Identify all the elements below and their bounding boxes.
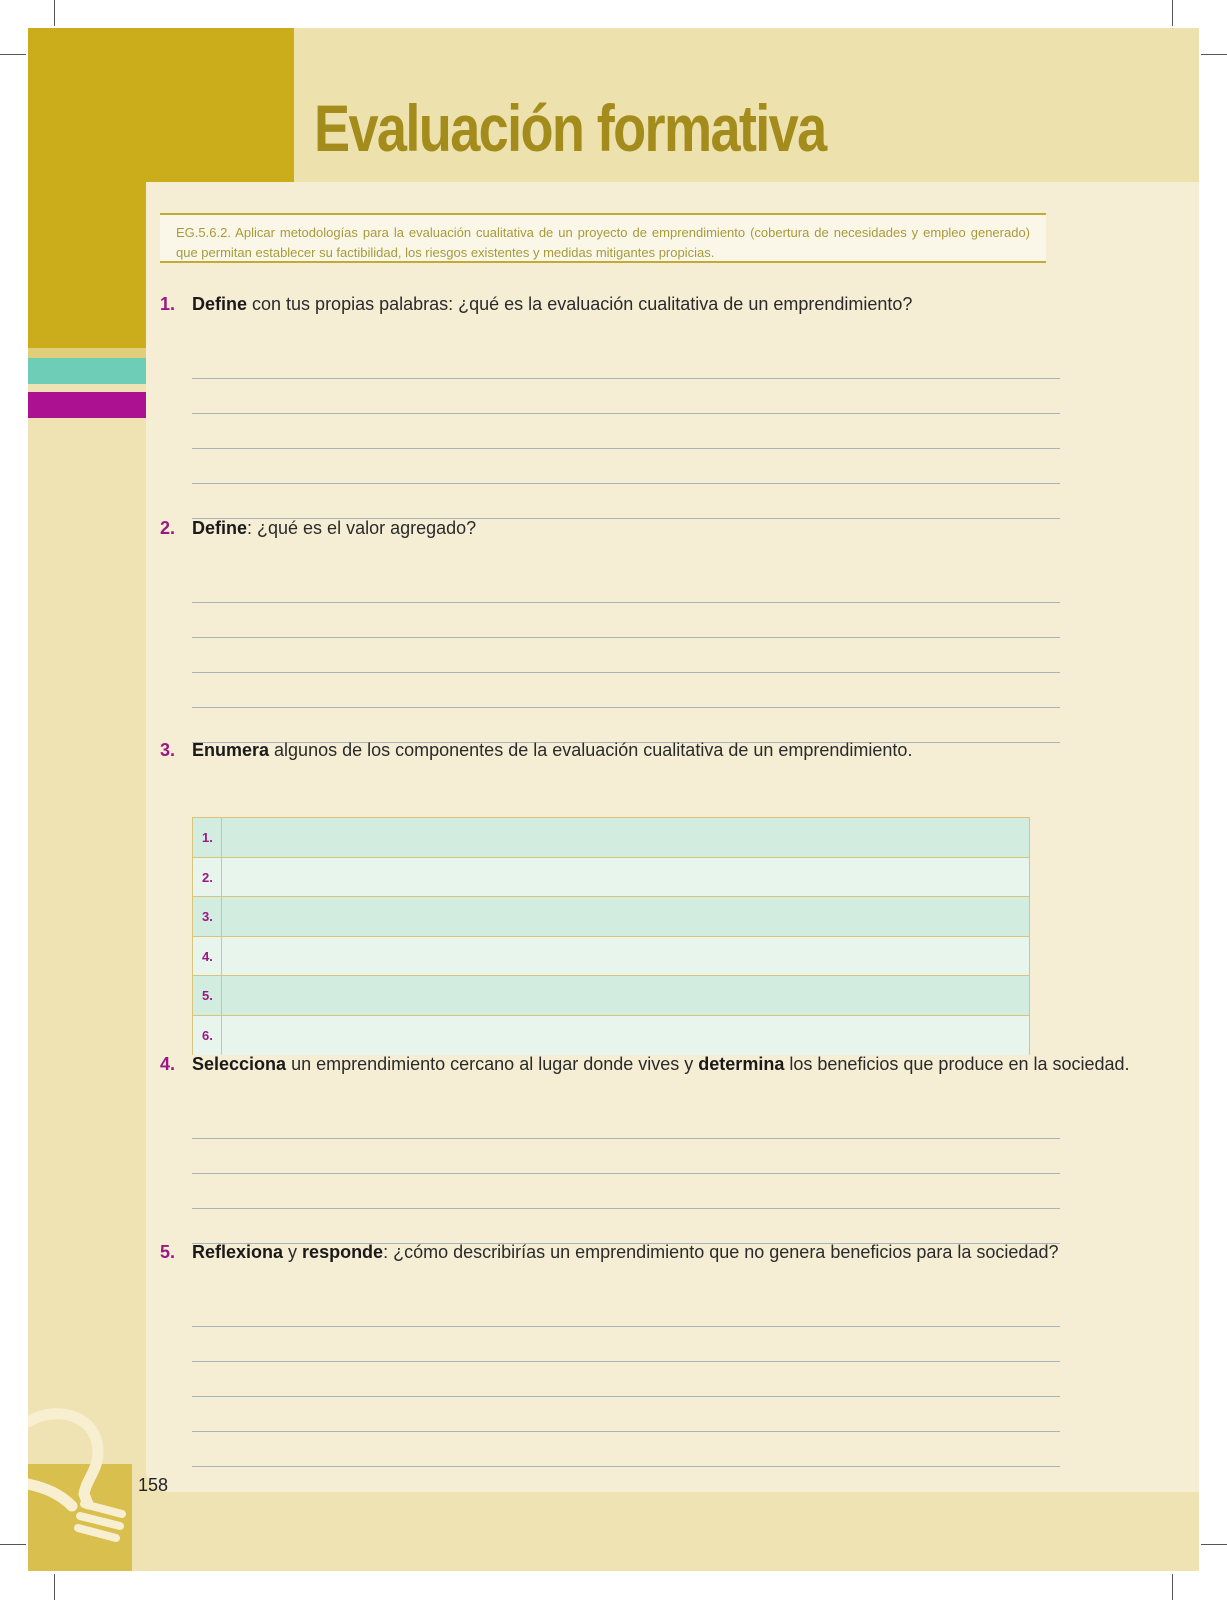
row-number: 5. (193, 976, 222, 1015)
answer-line[interactable] (192, 1326, 1060, 1327)
table-row (193, 858, 1029, 898)
crop-mark (1172, 0, 1173, 26)
question-3 (160, 740, 1180, 761)
question-number: 1. (160, 294, 176, 314)
answer-line[interactable] (192, 483, 1060, 484)
components-table (192, 817, 1030, 1055)
page-title: Evaluación formativa (314, 91, 826, 165)
crop-mark (54, 1574, 55, 1600)
content-panel (146, 182, 1199, 1492)
answer-line[interactable] (192, 413, 1060, 414)
answer-cell[interactable] (222, 897, 1029, 936)
question-text: : ¿cómo describirías un emprendimiento que no genera beneficios para la sociedad? (383, 1242, 1059, 1262)
question-number: 3. (160, 740, 176, 760)
answer-line[interactable] (192, 1138, 1060, 1139)
answer-cell[interactable] (222, 1016, 1029, 1056)
table-row (193, 1016, 1029, 1056)
answer-line[interactable] (192, 1396, 1060, 1397)
row-number: 2. (193, 858, 222, 897)
question-5 (160, 1242, 1180, 1263)
question-2 (160, 518, 1180, 539)
answer-line[interactable] (192, 448, 1060, 449)
answer-line[interactable] (192, 378, 1060, 379)
question-verb: Define (192, 294, 248, 314)
row-number: 6. (193, 1016, 222, 1056)
crop-mark (1201, 54, 1227, 55)
answer-line[interactable] (192, 1173, 1060, 1174)
answer-line[interactable] (192, 1431, 1060, 1432)
table-row (193, 937, 1029, 977)
answer-line[interactable] (192, 602, 1060, 603)
answer-cell[interactable] (222, 818, 1029, 857)
question-number: 2. (160, 518, 176, 538)
row-number: 1. (193, 818, 222, 857)
answer-line[interactable] (192, 1361, 1060, 1362)
answer-line[interactable] (192, 707, 1060, 708)
question-1 (160, 294, 1180, 315)
question-text: un emprendimiento cercano al lugar donde vives y (286, 1054, 699, 1074)
answer-line[interactable] (192, 1208, 1060, 1209)
teal-accent-bar (28, 358, 146, 384)
crop-mark (0, 54, 26, 55)
answer-line[interactable] (192, 672, 1060, 673)
table-row (193, 818, 1029, 858)
crop-mark (54, 0, 55, 26)
worksheet-page (28, 28, 1199, 1571)
magenta-accent-bar (28, 392, 146, 418)
question-verb: Selecciona (192, 1054, 287, 1074)
crop-mark (1172, 1574, 1173, 1600)
question-verb: Enumera (192, 740, 270, 760)
question-verb: determina (698, 1054, 785, 1074)
question-verb: Define (192, 518, 248, 538)
crop-mark (0, 1544, 26, 1545)
question-number: 5. (160, 1242, 176, 1262)
answer-cell[interactable] (222, 937, 1029, 976)
table-row (193, 897, 1029, 937)
gold-edge-strip (28, 348, 146, 358)
question-text: algunos de los componentes de la evaluación cualitativa de un emprendimiento. (269, 740, 913, 760)
page-number: 158 (138, 1475, 169, 1495)
question-number: 4. (160, 1054, 176, 1074)
answer-cell[interactable] (222, 976, 1029, 1015)
question-text: con tus propias palabras: ¿qué es la evaluación cualitativa de un emprendimiento? (247, 294, 913, 314)
lightbulb-icon (28, 1408, 138, 1568)
answer-cell[interactable] (222, 858, 1029, 897)
table-row (193, 976, 1029, 1016)
question-text: los beneficios que produce en la sociedad. (784, 1054, 1130, 1074)
row-number: 3. (193, 897, 222, 936)
answer-line[interactable] (192, 1466, 1060, 1467)
question-4 (160, 1054, 1180, 1075)
crop-mark (1201, 1544, 1227, 1545)
question-verb: responde (302, 1242, 384, 1262)
criteria-box: EG.5.6.2. Aplicar metodologías para la evaluación cualitativa de un proyecto de emprendimiento (cobertura de necesidades y empleo generado) que permitan establecer su factibilidad, los riesgos existentes y medidas mitigantes propicias. (160, 213, 1046, 263)
question-text: : ¿qué es el valor agregado? (247, 518, 477, 538)
question-verb: Reflexiona (192, 1242, 284, 1262)
answer-line[interactable] (192, 637, 1060, 638)
row-number: 4. (193, 937, 222, 976)
question-text: y (283, 1242, 303, 1262)
